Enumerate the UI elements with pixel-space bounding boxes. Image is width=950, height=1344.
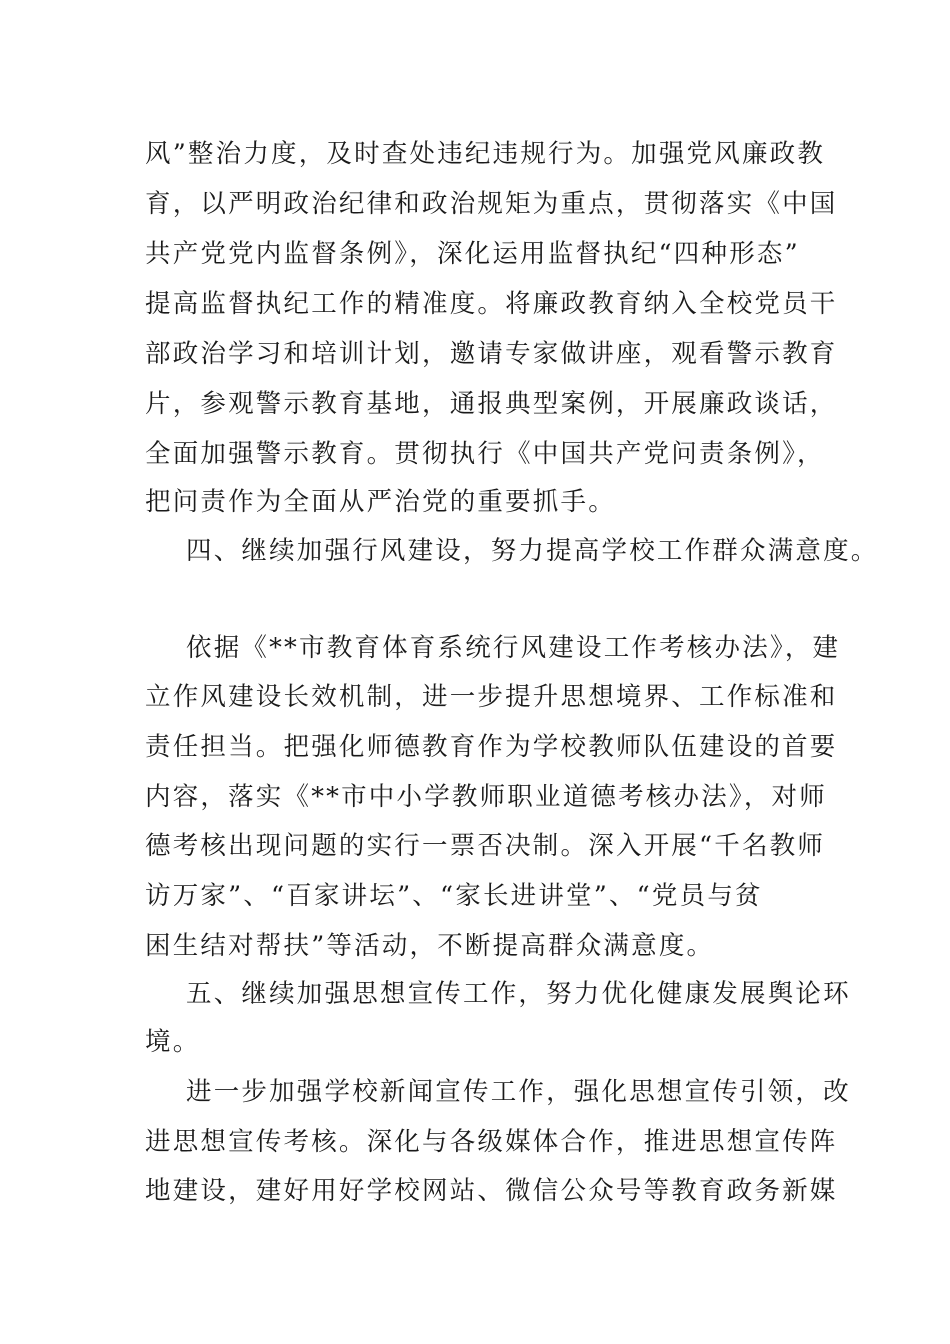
body-text-line: 立作风建设长效机制，进一步提升思想境界、工作标准和 (145, 682, 838, 712)
body-text-line: 全面加强警示教育。贯彻执行《中国共产党问责条例》， (145, 439, 825, 469)
section-heading-4: 四、继续加强行风建设，努力提高学校工作群众满意度。 (186, 536, 879, 566)
body-text-line: 困生结对帮扶”等活动，不断提高群众满意度。 (145, 931, 715, 961)
body-text-line: 部政治学习和培训计划，邀请专家做讲座，观看警示教育 (145, 339, 838, 369)
body-text-line: 德考核出现问题的实行一票否决制。深入开展“千名教师 (145, 831, 826, 861)
body-text-line: 地建设，建好用好学校网站、微信公众号等教育政务新媒 (145, 1176, 838, 1206)
body-text-line: 共产党党内监督条例》，深化运用监督执纪“四种形态” (145, 239, 800, 269)
section-heading-5: 五、继续加强思想宣传工作，努力优化健康发展舆论环 (186, 979, 851, 1009)
section-heading-5-continued: 境。 (145, 1027, 201, 1057)
body-text-line: 风”整治力度，及时查处违纪违规行为。加强党风廉政教 (145, 139, 826, 169)
body-text-line: 提高监督执纪工作的精准度。将廉政教育纳入全校党员干 (145, 289, 838, 319)
body-text-line: 内容，落实《**市中小学教师职业道德考核办法》，对师 (145, 782, 827, 812)
body-text-line: 进一步加强学校新闻宣传工作，强化思想宣传引领，改 (186, 1077, 851, 1107)
body-text-line: 进思想宣传考核。深化与各级媒体合作，推进思想宣传阵 (145, 1127, 838, 1157)
body-text-line: 依据《**市教育体育系统行风建设工作考核办法》，建 (186, 633, 841, 663)
body-text-line: 育，以严明政治纪律和政治规矩为重点，贯彻落实《中国 (145, 189, 838, 219)
body-text-line: 责任担当。把强化师德教育作为学校教师队伍建设的首要 (145, 732, 838, 762)
body-text-line: 把问责作为全面从严治党的重要抓手。 (145, 487, 616, 517)
body-text-line: 片，参观警示教育基地，通报典型案例，开展廉政谈话， (145, 389, 838, 419)
body-text-line: 访万家”、“百家讲坛”、“家长进讲堂”、“党员与贫 (145, 881, 763, 911)
